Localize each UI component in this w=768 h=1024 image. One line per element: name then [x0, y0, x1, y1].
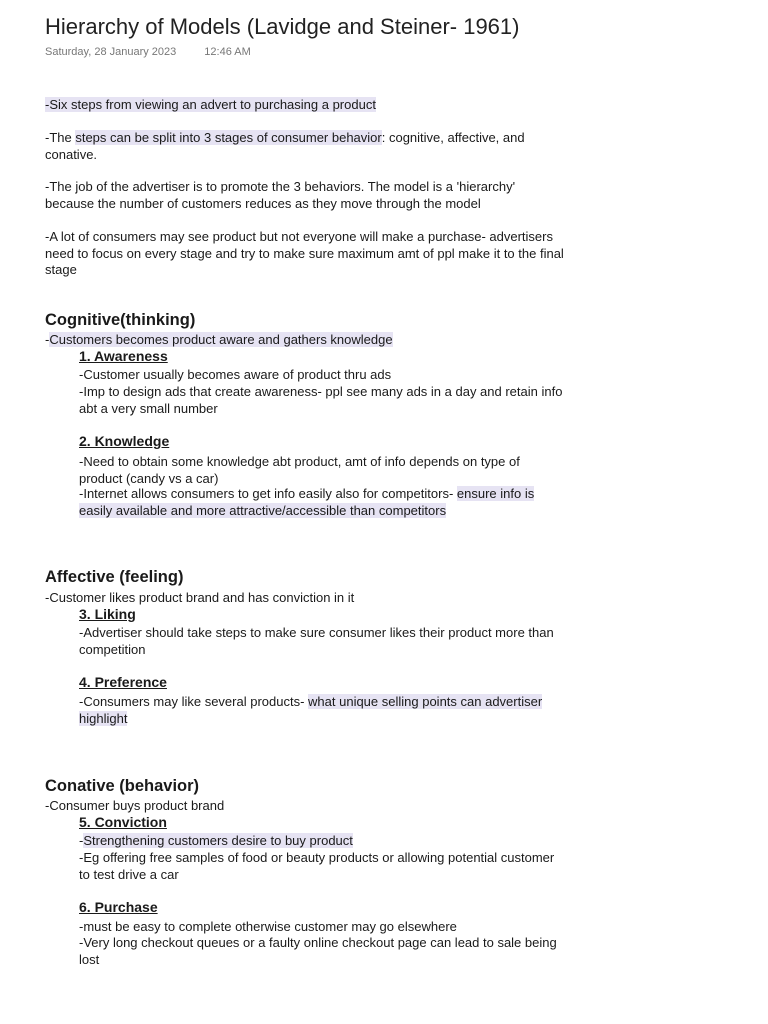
step-heading-awareness: 1. Awareness: [79, 348, 168, 364]
conative-description: -Consumer buys product brand: [45, 798, 225, 813]
conviction-line-2: -Eg offering free samples of food or beauty products or allowing potential customer to test drive a car: [79, 850, 555, 882]
note-time: 12:46 AM: [204, 46, 251, 58]
conviction-line-1: [79, 833, 565, 850]
text-span: -The: [45, 130, 76, 145]
step-heading-preference: 4. Preference: [79, 674, 167, 690]
highlighted-text: Customers becomes product aware and gathers knowledge: [49, 332, 393, 347]
step-heading-liking: 3. Liking: [79, 606, 136, 622]
highlighted-text: -Six steps from viewing an advert to purchasing a product: [45, 97, 376, 112]
section-heading-cognitive: Cognitive(thinking): [45, 311, 196, 329]
intro-line-2: [45, 130, 565, 163]
step-heading-purchase: 6. Purchase: [79, 899, 158, 915]
step-heading-knowledge: 2. Knowledge: [79, 433, 170, 449]
knowledge-line-2: [79, 486, 565, 519]
text-span: : cognitive, affective, and conative.: [45, 130, 525, 162]
knowledge-line-1: -Need to obtain some knowledge abt product, amt of info depends on type of product (candy vs a car): [79, 454, 520, 486]
text-span: -Internet allows consumers to get info easily also for competitors-: [79, 486, 457, 501]
preference-line-1: [79, 694, 565, 727]
liking-line-1: -Advertiser should take steps to make sure consumer likes their product more than competition: [79, 625, 554, 657]
intro-line-3: -The job of the advertiser is to promote the 3 behaviors. The model is a 'hierarchy' because the number of customers reduces as they move through the model: [45, 179, 516, 211]
note-date: Saturday, 28 January 2023: [45, 46, 177, 58]
cognitive-description: [45, 332, 565, 349]
awareness-line-2: -Imp to design ads that create awareness- ppl see many ads in a day and retain info abt a very small number: [79, 384, 563, 416]
highlighted-text: ensure info is easily available and more attractive/accessible than competitors: [79, 486, 535, 518]
affective-description: -Customer likes product brand and has conviction in it: [45, 590, 355, 605]
section-heading-conative: Conative (behavior): [45, 777, 200, 795]
page-title: Hierarchy of Models (Lavidge and Steiner- 1961): [45, 14, 520, 39]
step-heading-conviction: 5. Conviction: [79, 814, 167, 830]
section-heading-affective: Affective (feeling): [45, 568, 184, 586]
highlighted-text: Strengthening customers desire to buy product: [83, 833, 353, 848]
text-span: -: [45, 332, 50, 347]
note-timestamp: [45, 46, 251, 58]
purchase-line-2: -Very long checkout queues or a faulty online checkout page can lead to sale being lost: [79, 935, 557, 967]
highlighted-text: what unique selling points can advertiser highlight: [79, 694, 543, 726]
highlighted-text: steps can be split into 3 stages of consumer behavior: [75, 130, 382, 145]
text-span: -: [79, 833, 84, 848]
text-span: -Consumers may like several products-: [79, 694, 309, 709]
intro-line-4: -A lot of consumers may see product but not everyone will make a purchase- advertisers need to focus on every stage and try to make sure maximum amt of ppl make it to the final stage: [45, 229, 564, 277]
awareness-line-1: -Customer usually becomes aware of product thru ads: [79, 367, 392, 382]
purchase-line-1: -must be easy to complete otherwise customer may go elsewhere: [79, 919, 457, 934]
intro-line-1: [45, 97, 565, 114]
